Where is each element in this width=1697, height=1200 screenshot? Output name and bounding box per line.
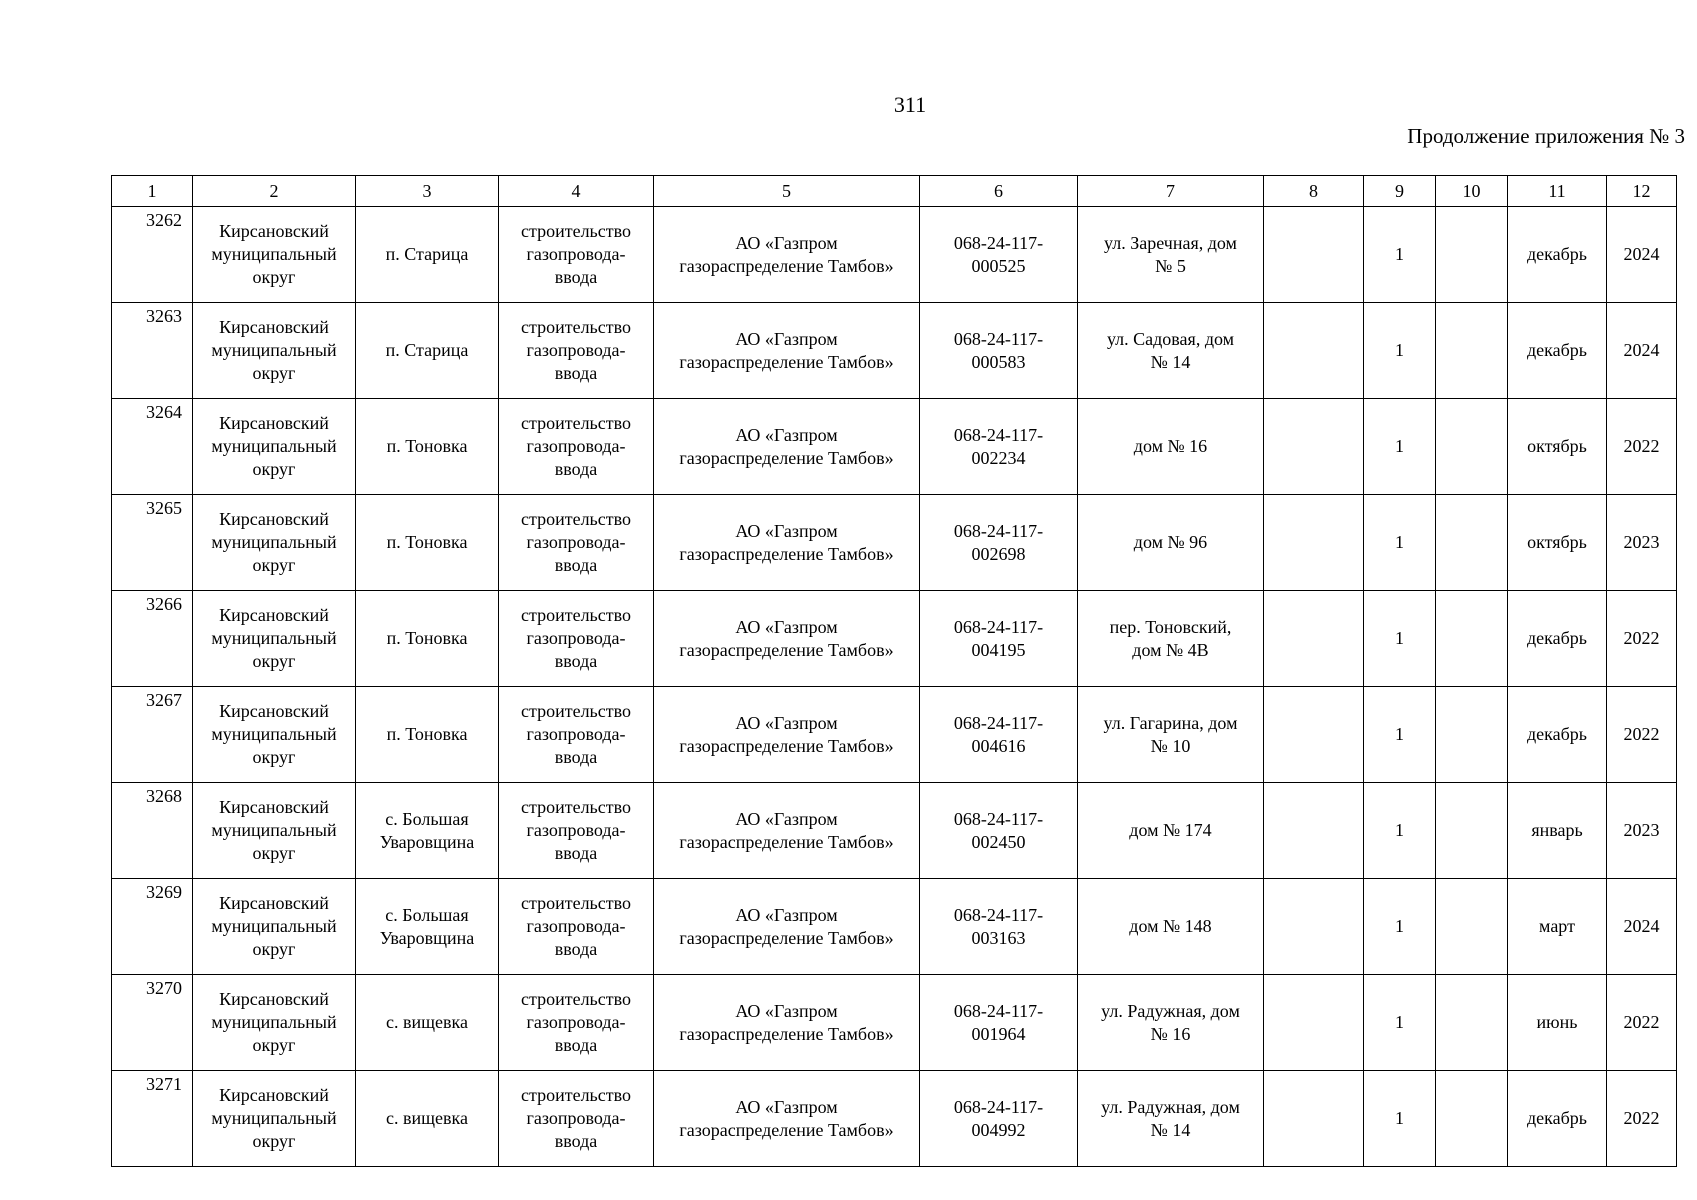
- municipality-cell: Кирсановский муниципальный округ: [193, 399, 356, 495]
- table-row: [112, 495, 1677, 591]
- header-row: [112, 176, 1677, 207]
- col-8-value-cell: [1264, 399, 1364, 495]
- register-table: [111, 175, 1677, 1167]
- column-header: 4: [499, 176, 654, 207]
- work-type-cell: строительство газопровода- ввода: [499, 399, 654, 495]
- year-cell: 2022: [1607, 975, 1677, 1071]
- col-10-value-cell: [1436, 783, 1508, 879]
- work-type-cell: строительство газопровода- ввода: [499, 495, 654, 591]
- col-10-value-cell: [1436, 975, 1508, 1071]
- work-type-cell: строительство газопровода- ввода: [499, 303, 654, 399]
- row-number-cell: 3266: [112, 591, 193, 687]
- work-type-cell: строительство газопровода- ввода: [499, 975, 654, 1071]
- municipality-cell: Кирсановский муниципальный округ: [193, 879, 356, 975]
- row-number-cell: 3269: [112, 879, 193, 975]
- year-cell: 2023: [1607, 495, 1677, 591]
- settlement-cell: п. Тоновка: [356, 495, 499, 591]
- month-cell: декабрь: [1508, 591, 1607, 687]
- address-cell: ул. Радужная, дом № 16: [1078, 975, 1264, 1071]
- object-id-cell: 068-24-117- 001964: [920, 975, 1078, 1071]
- month-cell: декабрь: [1508, 207, 1607, 303]
- object-id-cell: 068-24-117- 004616: [920, 687, 1078, 783]
- settlement-cell: с. вищевка: [356, 975, 499, 1071]
- month-cell: июнь: [1508, 975, 1607, 1071]
- column-header: 11: [1508, 176, 1607, 207]
- row-number-cell: 3265: [112, 495, 193, 591]
- settlement-cell: п. Тоновка: [356, 687, 499, 783]
- column-header: 5: [654, 176, 920, 207]
- organization-cell: АО «Газпром газораспределение Тамбов»: [654, 495, 920, 591]
- work-type-cell: строительство газопровода- ввода: [499, 879, 654, 975]
- col-10-value-cell: [1436, 591, 1508, 687]
- month-cell: октябрь: [1508, 495, 1607, 591]
- count-cell: 1: [1364, 1071, 1436, 1167]
- year-cell: 2024: [1607, 207, 1677, 303]
- year-cell: 2022: [1607, 687, 1677, 783]
- row-number-cell: 3264: [112, 399, 193, 495]
- work-type-cell: строительство газопровода- ввода: [499, 687, 654, 783]
- municipality-cell: Кирсановский муниципальный округ: [193, 303, 356, 399]
- address-cell: пер. Тоновский, дом № 4В: [1078, 591, 1264, 687]
- year-cell: 2024: [1607, 303, 1677, 399]
- count-cell: 1: [1364, 495, 1436, 591]
- object-id-cell: 068-24-117- 002698: [920, 495, 1078, 591]
- table-row: [112, 1071, 1677, 1167]
- column-header: 12: [1607, 176, 1677, 207]
- municipality-cell: Кирсановский муниципальный округ: [193, 687, 356, 783]
- column-header: 9: [1364, 176, 1436, 207]
- table-row: [112, 591, 1677, 687]
- col-10-value-cell: [1436, 495, 1508, 591]
- table-row: [112, 975, 1677, 1071]
- page-number: 311: [893, 92, 927, 117]
- address-cell: дом № 16: [1078, 399, 1264, 495]
- column-header: 8: [1264, 176, 1364, 207]
- row-number-cell: 3262: [112, 207, 193, 303]
- count-cell: 1: [1364, 591, 1436, 687]
- organization-cell: АО «Газпром газораспределение Тамбов»: [654, 303, 920, 399]
- month-cell: октябрь: [1508, 399, 1607, 495]
- municipality-cell: Кирсановский муниципальный округ: [193, 1071, 356, 1167]
- count-cell: 1: [1364, 975, 1436, 1071]
- year-cell: 2022: [1607, 1071, 1677, 1167]
- address-cell: ул. Заречная, дом № 5: [1078, 207, 1264, 303]
- table-row: [112, 783, 1677, 879]
- col-10-value-cell: [1436, 399, 1508, 495]
- settlement-cell: п. Тоновка: [356, 399, 499, 495]
- object-id-cell: 068-24-117- 002450: [920, 783, 1078, 879]
- municipality-cell: Кирсановский муниципальный округ: [193, 975, 356, 1071]
- settlement-cell: с. вищевка: [356, 1071, 499, 1167]
- organization-cell: АО «Газпром газораспределение Тамбов»: [654, 975, 920, 1071]
- object-id-cell: 068-24-117- 000583: [920, 303, 1078, 399]
- object-id-cell: 068-24-117- 004992: [920, 1071, 1078, 1167]
- settlement-cell: п. Тоновка: [356, 591, 499, 687]
- row-number-cell: 3270: [112, 975, 193, 1071]
- organization-cell: АО «Газпром газораспределение Тамбов»: [654, 207, 920, 303]
- work-type-cell: строительство газопровода- ввода: [499, 783, 654, 879]
- col-8-value-cell: [1264, 591, 1364, 687]
- row-number-cell: 3268: [112, 783, 193, 879]
- address-cell: ул. Радужная, дом № 14: [1078, 1071, 1264, 1167]
- col-10-value-cell: [1436, 207, 1508, 303]
- col-8-value-cell: [1264, 303, 1364, 399]
- col-8-value-cell: [1264, 783, 1364, 879]
- settlement-cell: с. Большая Уваровщина: [356, 879, 499, 975]
- count-cell: 1: [1364, 303, 1436, 399]
- count-cell: 1: [1364, 207, 1436, 303]
- col-10-value-cell: [1436, 879, 1508, 975]
- column-header: 3: [356, 176, 499, 207]
- object-id-cell: 068-24-117- 002234: [920, 399, 1078, 495]
- row-number-cell: 3263: [112, 303, 193, 399]
- count-cell: 1: [1364, 399, 1436, 495]
- month-cell: декабрь: [1508, 1071, 1607, 1167]
- table-row: [112, 879, 1677, 975]
- col-10-value-cell: [1436, 1071, 1508, 1167]
- work-type-cell: строительство газопровода- ввода: [499, 207, 654, 303]
- object-id-cell: 068-24-117- 003163: [920, 879, 1078, 975]
- settlement-cell: с. Большая Уваровщина: [356, 783, 499, 879]
- count-cell: 1: [1364, 687, 1436, 783]
- address-cell: дом № 96: [1078, 495, 1264, 591]
- settlement-cell: п. Старица: [356, 207, 499, 303]
- year-cell: 2022: [1607, 399, 1677, 495]
- col-8-value-cell: [1264, 975, 1364, 1071]
- municipality-cell: Кирсановский муниципальный округ: [193, 207, 356, 303]
- count-cell: 1: [1364, 879, 1436, 975]
- row-number-cell: 3267: [112, 687, 193, 783]
- organization-cell: АО «Газпром газораспределение Тамбов»: [654, 591, 920, 687]
- column-header: 2: [193, 176, 356, 207]
- table-row: [112, 687, 1677, 783]
- object-id-cell: 068-24-117- 000525: [920, 207, 1078, 303]
- address-cell: ул. Садовая, дом № 14: [1078, 303, 1264, 399]
- year-cell: 2023: [1607, 783, 1677, 879]
- column-header: 6: [920, 176, 1078, 207]
- address-cell: ул. Гагарина, дом № 10: [1078, 687, 1264, 783]
- municipality-cell: Кирсановский муниципальный округ: [193, 591, 356, 687]
- table-row: [112, 207, 1677, 303]
- row-number-cell: 3271: [112, 1071, 193, 1167]
- col-8-value-cell: [1264, 879, 1364, 975]
- organization-cell: АО «Газпром газораспределение Тамбов»: [654, 783, 920, 879]
- municipality-cell: Кирсановский муниципальный округ: [193, 783, 356, 879]
- table-row: [112, 399, 1677, 495]
- count-cell: 1: [1364, 783, 1436, 879]
- month-cell: январь: [1508, 783, 1607, 879]
- organization-cell: АО «Газпром газораспределение Тамбов»: [654, 1071, 920, 1167]
- object-id-cell: 068-24-117- 004195: [920, 591, 1078, 687]
- year-cell: 2022: [1607, 591, 1677, 687]
- col-8-value-cell: [1264, 495, 1364, 591]
- municipality-cell: Кирсановский муниципальный округ: [193, 495, 356, 591]
- address-cell: дом № 174: [1078, 783, 1264, 879]
- col-10-value-cell: [1436, 687, 1508, 783]
- appendix-note: Продолжение приложения № 3: [1407, 124, 1685, 148]
- organization-cell: АО «Газпром газораспределение Тамбов»: [654, 399, 920, 495]
- table-body: [112, 207, 1677, 1167]
- month-cell: декабрь: [1508, 303, 1607, 399]
- year-cell: 2024: [1607, 879, 1677, 975]
- column-header: 10: [1436, 176, 1508, 207]
- settlement-cell: п. Старица: [356, 303, 499, 399]
- work-type-cell: строительство газопровода- ввода: [499, 1071, 654, 1167]
- month-cell: март: [1508, 879, 1607, 975]
- column-header: 1: [112, 176, 193, 207]
- address-cell: дом № 148: [1078, 879, 1264, 975]
- col-8-value-cell: [1264, 207, 1364, 303]
- work-type-cell: строительство газопровода- ввода: [499, 591, 654, 687]
- column-header: 7: [1078, 176, 1264, 207]
- col-8-value-cell: [1264, 1071, 1364, 1167]
- organization-cell: АО «Газпром газораспределение Тамбов»: [654, 879, 920, 975]
- col-8-value-cell: [1264, 687, 1364, 783]
- col-10-value-cell: [1436, 303, 1508, 399]
- month-cell: декабрь: [1508, 687, 1607, 783]
- table-row: [112, 303, 1677, 399]
- organization-cell: АО «Газпром газораспределение Тамбов»: [654, 687, 920, 783]
